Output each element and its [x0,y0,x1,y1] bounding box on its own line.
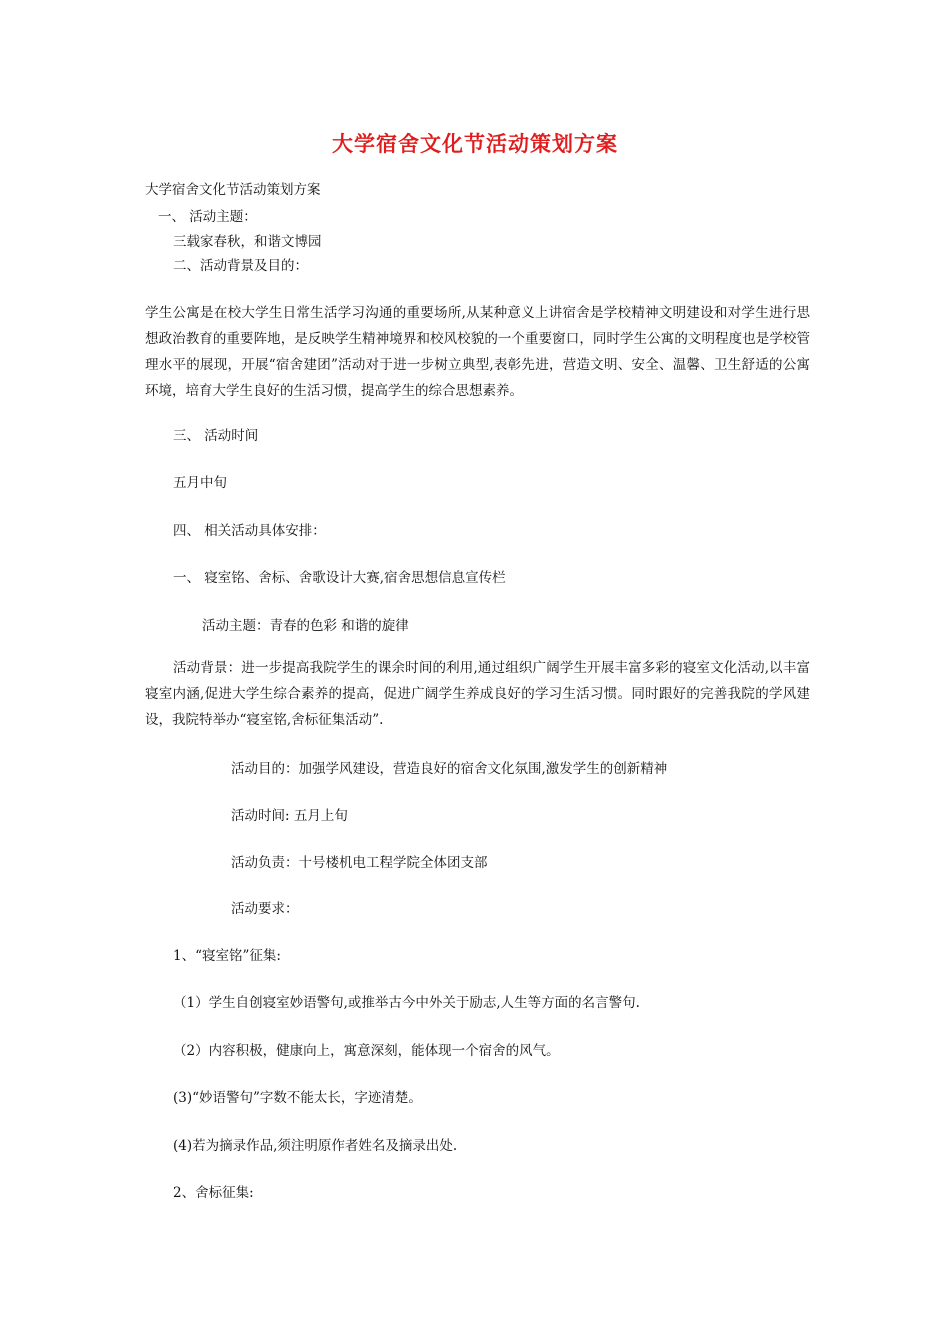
activity-1-time: 活动时间: 五月上旬 [231,808,348,824]
requirement-1-item-1: （1）学生自创寝室妙语警句,或推举古今中外关于励志,人生等方面的名言警句. [173,995,640,1011]
section-2-body: 学生公寓是在校大学生日常生活学习沟通的重要场所,从某种意义上讲宿舍是学校精神文明建设和对学生进行思想政治教育的重要阵地，是反映学生精神境界和校风校貌的一个重要窗口，同时学生公寓的文明程度也是学校管理水平的展现，开展“宿舍建团”活动对于进一步树立典型,表彰先进，营造文明、安全、温馨、卫生舒适的公寓环境，培育大学生良好的生活习惯，提高学生的综合思想素养。 [145,305,810,399]
document-title: 大学宿舍文化节活动策划方案 [332,131,618,156]
activity-1-heading: 一、 寝室铭、舍标、舍歌设计大赛,宿舍思想信息宣传栏 [173,570,506,586]
section-1-heading: 一、 活动主题： [158,209,257,225]
activity-1-theme: 活动主题：青春的色彩 和谐的旋律 [202,618,409,634]
requirement-1-item-3: (3)“妙语警句”字数不能太长，字迹清楚。 [173,1090,422,1106]
activity-1-requirements: 活动要求： [231,901,299,917]
section-3-heading: 三、 活动时间 [173,428,259,444]
requirement-1-heading: 1、“寝室铭”征集: [173,948,281,964]
section-2-heading: 二、活动背景及目的： [173,258,308,274]
document-subtitle: 大学宿舍文化节活动策划方案 [145,182,321,198]
section-4-heading: 四、 相关活动具体安排： [173,523,326,539]
activity-1-background: 活动背景：进一步提高我院学生的课余时间的利用,通过组织广阔学生开展丰富多彩的寝室文化活动,以丰富寝室内涵,促进大学生综合素养的提高，促进广阔学生养成良好的学习生活习惯。同时跟好的完善我院的学风建设，我院特举办“寝室铭,舍标征集活动”. [145,660,810,728]
requirement-1-item-2: （2）内容积极，健康向上，寓意深刻，能体现一个宿舍的风气。 [173,1043,560,1059]
activity-1-purpose: 活动目的：加强学风建设，营造良好的宿舍文化氛围,激发学生的创新精神 [231,761,668,777]
section-1-theme: 三载家春秋，和谐文博园 [173,234,322,250]
requirement-1-item-4: (4)若为摘录作品,须注明原作者姓名及摘录出处. [173,1138,458,1154]
section-3-time: 五月中旬 [173,475,227,491]
requirement-2-heading: 2、舍标征集: [173,1185,254,1201]
activity-1-owner: 活动负责：十号楼机电工程学院全体团支部 [231,855,488,871]
